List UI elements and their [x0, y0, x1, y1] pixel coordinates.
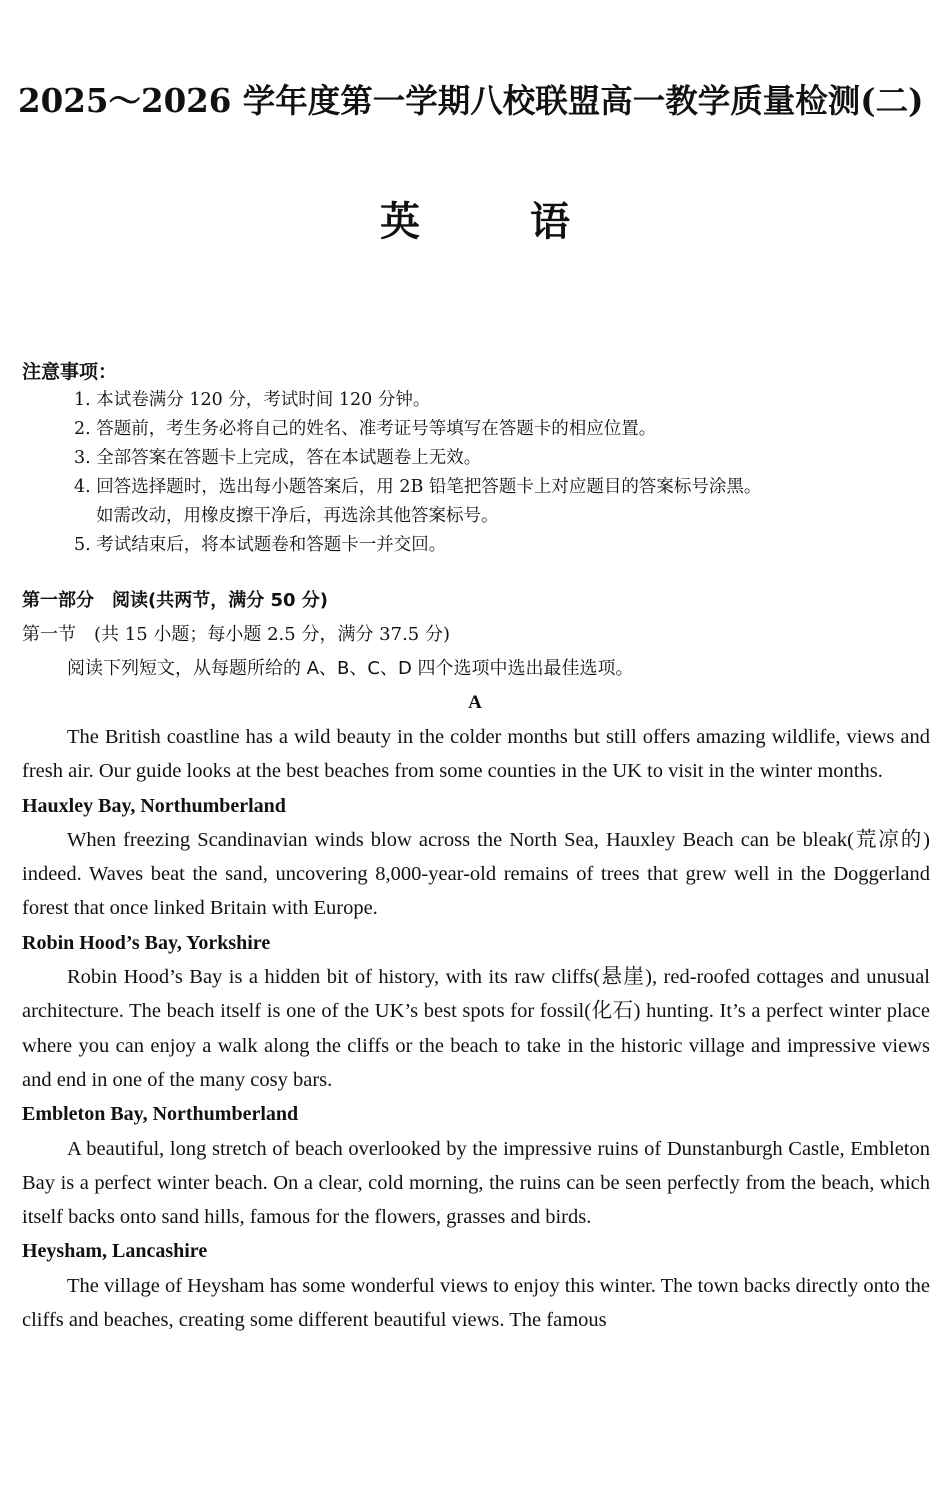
beach-heading: Hauxley Bay, Northumberland [22, 794, 286, 817]
beach-description: Robin Hood’s Bay is a hidden bit of history, with its raw cliffs(悬崖), red-roofed cottages and unusual architecture. The beach itself is one of the UK’s best spots for fossil(化石) hunting. It’s a perfect winter place where you can enjoy a walk along the cliffs or the beach to take in the historic village and impressive views and end in one of the many cosy bars. [22, 966, 930, 1091]
passage-intro: The British coastline has a wild beauty in the colder months but still offers amazing wildlife, views and fresh air. Our guide looks at the best beaches from some counties in the UK to visit in the winter months. [22, 726, 930, 783]
beach-heading: Robin Hood’s Bay, Yorkshire [22, 931, 271, 954]
notes-heading: 注意事项： [22, 361, 118, 383]
subject-title-char-1: 英 [380, 199, 420, 245]
note-item-continuation: 如需改动，用橡皮擦干净后，再选涂其他答案标号。 [96, 506, 499, 526]
beach-heading: Embleton Bay, Northumberland [22, 1103, 299, 1126]
notes-list [74, 386, 936, 560]
passage-body [22, 720, 930, 1337]
beach-description: When freezing Scandinavian winds blow across the North Sea, Hauxley Beach can be bleak(荒凉的) indeed. Waves beat the sand, uncovering 8,000-year-old remains of trees that grew well in the Doggerland forest that once linked Britain with Europe. [22, 828, 930, 920]
beach-description: A beautiful, long stretch of beach overlooked by the impressive ruins of Dunstanburgh Castle, Embleton Bay is a perfect winter beach. On a clear, cold morning, the ruins can be seen perfectly from the beach, which itself backs onto sand hills, famous for the flowers, grasses and birds. [22, 1137, 930, 1229]
note-item: 2. 答题前，考生务必将自己的姓名、准考证号等填写在答题卡的相应位置。 [74, 419, 657, 439]
note-item: 5. 考试结束后，将本试题卷和答题卡一并交回。 [74, 535, 447, 555]
part-heading: 第一部分 阅读(共两节，满分 50 分) [22, 590, 329, 611]
subject-title-char-2: 语 [530, 199, 570, 245]
reading-instruction: 阅读下列短文，从每题所给的 A、B、C、D 四个选项中选出最佳选项。 [67, 658, 634, 679]
note-item: 3. 全部答案在答题卡上完成，答在本试题卷上无效。 [74, 448, 482, 468]
section-heading: 第一节 (共 15 小题；每小题 2.5 分，满分 37.5 分) [22, 624, 450, 645]
note-item: 4. 回答选择题时，选出每小题答案后，用 2B 铅笔把答题卡上对应题目的答案标号涂黑。 [74, 477, 762, 497]
exam-title: 2025～2026 学年度第一学期八校联盟高一教学质量检测(二) [18, 81, 924, 120]
note-item: 1. 本试卷满分 120 分，考试时间 120 分钟。 [74, 390, 431, 410]
passage-letter: A [468, 692, 482, 713]
beach-description: The village of Heysham has some wonderful views to enjoy this winter. The town backs directly onto the cliffs and beaches, creating some different beautiful views. The famous [22, 1274, 930, 1332]
beach-heading: Heysham, Lancashire [22, 1240, 208, 1263]
subject-title [0, 200, 950, 244]
